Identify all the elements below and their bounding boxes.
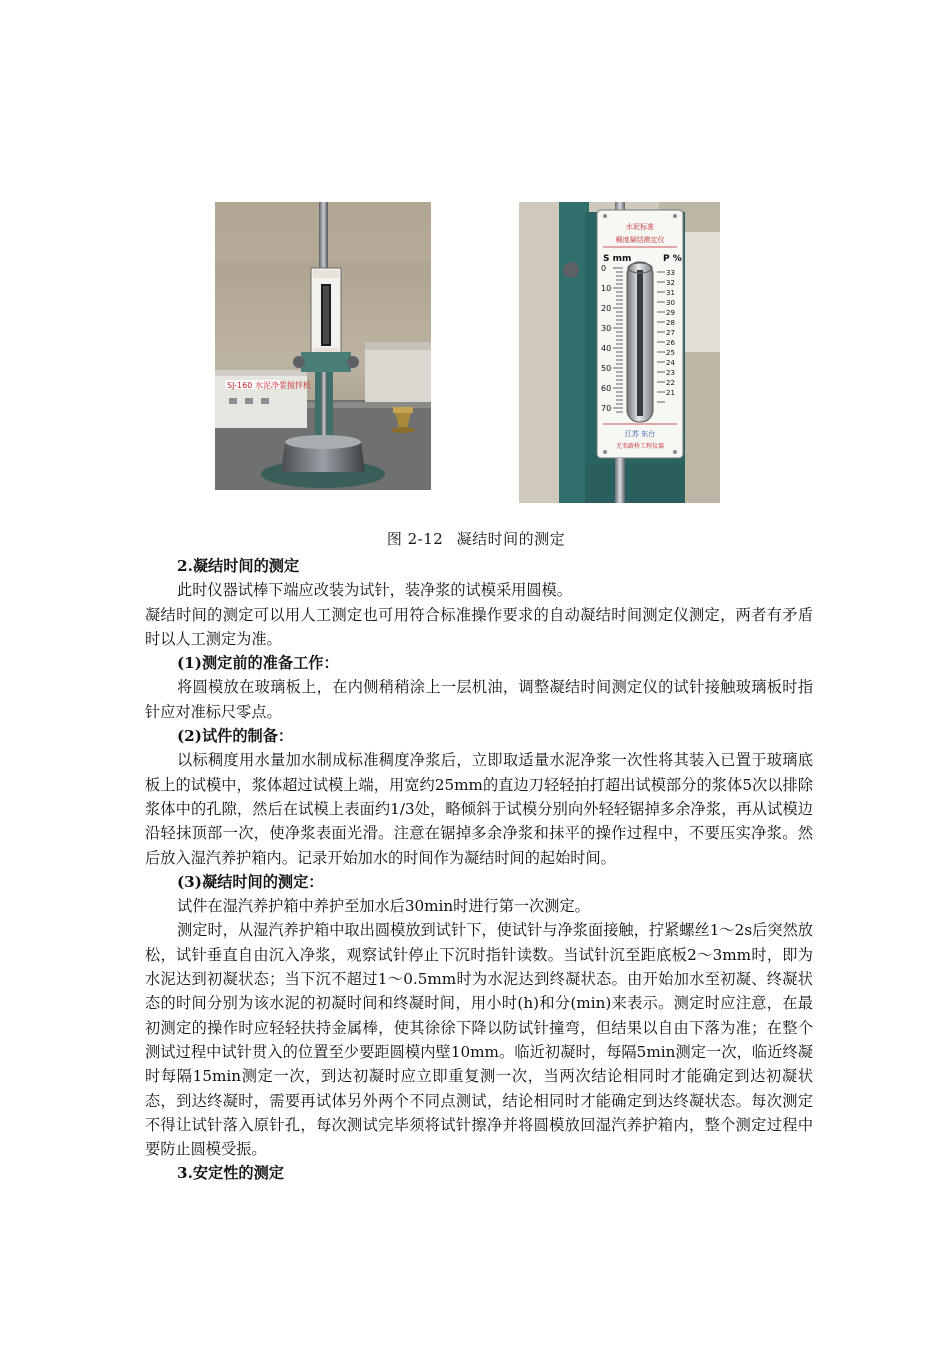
- s-tick-label: 30: [601, 324, 612, 333]
- p-tick-label: 25: [666, 349, 675, 357]
- p-tick-label: 32: [666, 279, 675, 287]
- scale-footer-line1: 江苏 东台: [624, 430, 656, 438]
- subsection-heading: (2)试件的制备：: [177, 727, 294, 746]
- apparatus-left-illustration: [215, 202, 431, 490]
- scale-closeup-illustration: [519, 202, 720, 503]
- paragraph: 以标稠度用水量加水制成标准稠度净浆后，立即取适量水泥净浆一次性将其装入已置于玻璃底板上的试模中，浆体超过试模上端，用宽约25mm的直边刀轻轻拍打超出试模部分的浆体5次以排除浆体中的孔隙，然后在试模上表面约1/3处，略倾斜于试模分别向外轻轻锯掉多余净浆，再从试模边沿轻抹顶部一次，使净浆表面光滑。注意在锯掉多余净浆和抹平的操作过程中，不要压实净浆。然后放入湿汽养护箱内。记录开始加水的时间作为凝结时间的起始时间。: [145, 751, 813, 867]
- p-tick-label: 24: [666, 359, 675, 367]
- apparatus-photo-left: [215, 202, 431, 490]
- paragraph: 测定时，从湿汽养护箱中取出圆模放到试针下，使试针与净浆面接触，拧紧螺丝1～2s后突然放松，试针垂直自由沉入净浆，观察试针停止下沉时指针读数。当试针沉至距底板2～3mm时，即为水泥达到初凝状态；当下沉不超过1～0.5mm时为水泥达到终凝状态。由开始加水至初凝、终凝状态的时间分别为该水泥的初凝时间和终凝时间，用小时(h)和分(min)来表示。测定时应注意，在最初测定的操作时应轻轻扶持金属棒，使其徐徐下降以防试针撞弯，但结果以自由下落为准；在整个测试过程中试针贯入的位置至少要距圆模内壁10mm。临近初凝时，每隔5min测定一次，临近终凝时每隔15min测定一次，到达初凝时应立即重复测一次，当两次结论相同时才能确定到达初凝状态，到达终凝时，需要再试体另外两个不同点测试，结论相同时才能确定到达终凝状态。每次测定不得让试针落入原针孔，每次测试完毕须将试针擦净并将圆模放回湿汽养护箱内，整个测定过程中要防止圆模受振。: [145, 921, 813, 1159]
- p-tick-label: 29: [666, 309, 675, 317]
- scale-footer-line2: 无名路桥工程仪器: [615, 443, 665, 450]
- apparatus-photo-right: [519, 202, 720, 503]
- paragraph: 此时仪器试棒下端应改装为试针，装净浆的试模采用圆模。: [177, 581, 572, 600]
- subsection-heading: (1)测定前的准备工作：: [177, 654, 339, 673]
- section-heading: 2.凝结时间的测定: [177, 557, 300, 575]
- p-tick-label: 26: [666, 339, 675, 347]
- scale-header-line1: 水泥标准: [626, 223, 654, 231]
- p-tick-label: 31: [666, 289, 675, 297]
- s-tick-label: 50: [601, 364, 612, 373]
- p-scale-label: P %: [663, 254, 682, 264]
- subsection-heading: (3)凝结时间的测定：: [177, 872, 324, 891]
- scale-header-line2: 稠度凝结测定仪: [615, 236, 665, 244]
- s-tick-label: 40: [601, 344, 612, 353]
- p-tick-label: 23: [666, 369, 675, 377]
- p-tick-label: 27: [666, 329, 675, 337]
- p-tick-label: 21: [666, 389, 675, 397]
- figure-label: 图 2-12: [386, 530, 444, 548]
- p-tick-label: 30: [666, 299, 675, 307]
- p-tick-label: 22: [666, 379, 675, 387]
- paragraph: 试件在湿汽养护箱中养护至加水后30min时进行第一次测定。: [177, 897, 590, 916]
- s-tick-label: 70: [601, 404, 612, 413]
- s-tick-label: 60: [601, 384, 612, 393]
- p-tick-label: 28: [666, 319, 675, 327]
- s-tick-label: 0: [601, 264, 607, 273]
- s-tick-label: 10: [601, 284, 612, 293]
- figure-title: 凝结时间的测定: [456, 530, 566, 548]
- p-tick-label: 33: [666, 269, 675, 277]
- s-scale-label: S mm: [603, 254, 632, 264]
- paragraph: 凝结时间的测定可以用人工测定也可用符合标准操作要求的自动凝结时间测定仪测定，两者有矛盾时以人工测定为准。: [145, 605, 813, 648]
- body-text: [145, 554, 813, 1186]
- figure-caption: [0, 528, 952, 549]
- mixer-plate-label: SJ-160 水泥净浆搅拌机: [227, 381, 311, 390]
- section-heading: 3.安定性的测定: [177, 1164, 284, 1183]
- paragraph: 将圆模放在玻璃板上，在内侧稍稍涂上一层机油，调整凝结时间测定仪的试针接触玻璃板时指针应对准标尺零点。: [145, 678, 813, 721]
- s-tick-label: 20: [601, 304, 612, 313]
